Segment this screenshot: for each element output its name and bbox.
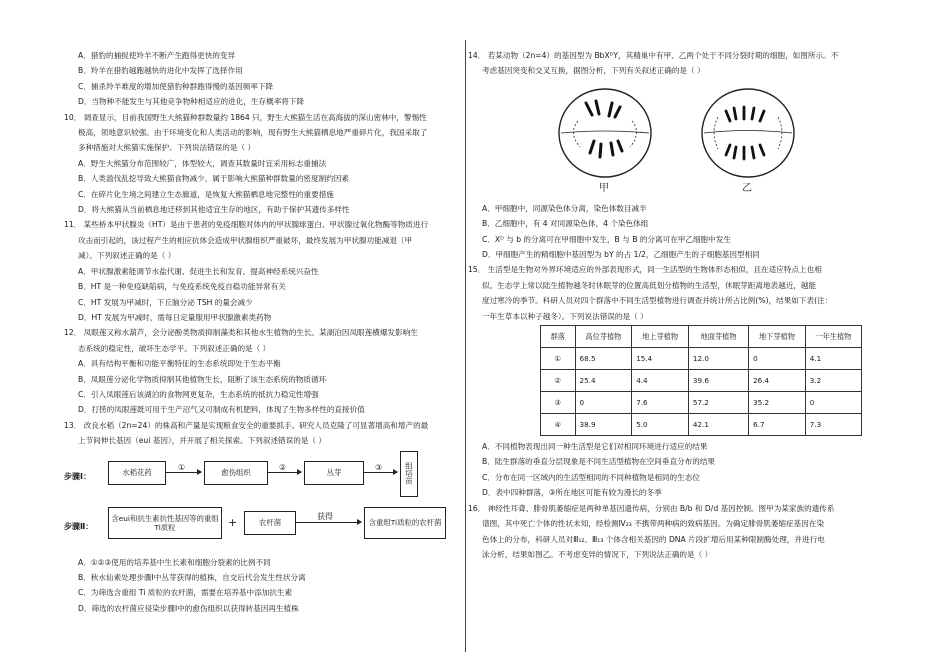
question-line: 15． 生活型是生物对外界环境适应的外部表现形式，同一生活型的生物体形态相似，且在适应特点上也相 — [468, 265, 822, 275]
box-plasmid: 含eui和抗生素抗性基因等的重组Ti质粒 — [108, 507, 222, 539]
table-cell-value: 42.1 — [688, 414, 748, 436]
table-cell-value: 7.6 — [632, 392, 689, 414]
box-plantlet: 组培苗 — [400, 451, 418, 497]
option-line: D．将大熊猫从当前栖息地迁移到其他适宜生存的地区，有助于保护其遗传多样性 — [78, 205, 350, 215]
option-line: A．不同植物表现出同一种生活型是它们对相同环境进行适应的结果 — [482, 442, 708, 452]
right-top-text — [468, 48, 862, 79]
table-cell-value: 57.2 — [688, 392, 748, 414]
option-line: B．陆生群落的垂直分层现象是不同生活型植物在空间垂直分布的结果 — [482, 457, 716, 467]
step1-label: 步骤Ⅰ： — [64, 471, 91, 481]
question-line: 12． 凤眼莲又称水葫芦，会分泌酚类物质抑制藻类和其他水生植物的生长。某湖泊因凤眼莲横爆发影响生 — [64, 328, 418, 338]
table-row — [541, 348, 862, 370]
table-row — [541, 414, 862, 436]
th-community: 群落 — [541, 326, 576, 348]
option-line: D．HT 发展为甲减时，需每日定量服用甲状腺激素类药物 — [78, 312, 272, 322]
left-bottom-text — [64, 555, 460, 617]
obtain-label: 获得 — [317, 511, 333, 521]
table-cell-value: 5.0 — [632, 414, 689, 436]
table-cell-value: 6.7 — [749, 414, 806, 436]
step-marker-2: ② — [279, 462, 287, 472]
question-line: 14． 若某动物（2n=4）的基因型为 BbXᴰY，其精巢中有甲、乙两个处于不同分裂时期的细胞，如图所示。不 — [468, 51, 839, 60]
option-line: D．打捞的凤眼莲既可用于生产沼气又可制成有机肥料，体现了生物多样性的直接价值 — [78, 405, 365, 415]
th-therophyte: 一年生植物 — [805, 326, 861, 348]
option-line: C．Xᴰ 与 b 的分离可在甲细胞中发生，B 与 B 的分离可在甲乙细胞中发生 — [482, 234, 731, 244]
option-line: A．①②③使用的培养基中生长素和细胞分裂素的比例不同 — [78, 557, 271, 567]
option-line: C．为筛选含重组 Ti 质粒的农杆菌，需要在培养基中添加抗生素 — [78, 588, 293, 598]
cell-a — [559, 89, 651, 177]
option-line: D．甲细胞产生的精细胞中基因型为 bY 的占 1/2，乙细胞产生的子细胞基因型相同 — [482, 250, 760, 260]
option-line: B．羚羊在猎豹越跑越快的进化中发挥了选择作用 — [78, 66, 243, 76]
step2-label: 步骤Ⅱ： — [64, 521, 94, 531]
table-row — [541, 370, 862, 392]
step-marker-1: ① — [178, 462, 186, 472]
table-cell-value: 0 — [575, 392, 632, 414]
th-geophyte: 地下芽植物 — [749, 326, 806, 348]
option-line: C．引入凤眼莲后该湖泊的食物网更复杂，生态系统的抵抗力稳定性增强 — [78, 389, 319, 399]
option-line: B．凤眼莲分泌化学物质抑制其他植物生长，阻断了该生态系统的物质循环 — [78, 374, 327, 384]
table-cell-value: 15.4 — [632, 348, 689, 370]
option-line: B．人类滥伐乱挖导致大熊猫食物减少，属于影响大熊猫种群数量的密度制约因素 — [78, 174, 349, 184]
cell-b — [702, 89, 794, 177]
left-column — [64, 48, 460, 616]
table-cell-value: 38.9 — [575, 414, 632, 436]
option-line: D．当物种不能发生与其他竞争物种相适应的进化，生存概率将下降 — [78, 97, 305, 107]
text-line: 谱图，其中死亡个体的性状未知，经检测Ⅳ₂₃ 不携带两种病的致病基因。为确定腓骨肌萎缩症基因在染 — [482, 519, 825, 529]
cell-a-label: 甲 — [599, 182, 609, 194]
text-line: 态系统的稳定性，破坏生态学平。下列叙述正确的是（ ） — [78, 343, 271, 353]
option-line: A．甲状腺激素能调节水盐代谢、促进生长和发育、提高神经系统兴奋性 — [78, 266, 319, 276]
option-line: D．筛选的农杆菌应侵染步骤Ⅰ中的愈伤组织以获得转基因再生植株 — [78, 603, 299, 613]
text-line: 度过寒冷的季节。科研人员对四个群落中不同生活型植物进行调查并统计所占比例(%)，结果如下表(注： — [482, 296, 833, 306]
text-line: 色体上的分布，科研人员对Ⅲ₁₂、Ⅲ₁₃ 个体含相关基因的 DNA 片段扩增后用某种限制酶处理，并进行电 — [482, 534, 825, 544]
option-line: A．猎豹的捕捉使羚羊不断产生跑得更快的变异 — [78, 51, 236, 60]
th-chamaephyte: 地上芽植物 — [632, 326, 689, 348]
option-line: B．乙细胞中，有 4 对同源染色体，4 个染色体组 — [482, 219, 649, 229]
option-line: C．捕杀羚羊难度的增加使猎豹种群跑得慢的基因频率下降 — [78, 81, 274, 91]
box-callus: 愈伤组织 — [204, 461, 268, 485]
table-cell-value: 4.1 — [805, 348, 861, 370]
text-line: 一年生草本以种子越冬）。下列说法错误的是（ ） — [482, 311, 648, 321]
text-line: 似。生态学上常以陆生植物越冬时休眠芽的位置高低划分植物的生活型，休眠芽距离地表越近，越能 — [482, 280, 817, 290]
right-mid-text — [468, 201, 862, 324]
column-divider — [465, 40, 466, 652]
table-cell-community: ① — [541, 348, 576, 370]
table-cell-community: ④ — [541, 414, 576, 436]
table-cell-value: 12.0 — [688, 348, 748, 370]
box-agro-result: 含重组Ti质粒的农杆菌 — [364, 507, 446, 539]
box-cluster: 丛芽 — [304, 461, 364, 485]
option-line: D．表中四种群落，③所在地区可能有较为漫长的冬季 — [482, 488, 662, 498]
text-line: 极高，领地意识较强。由于环境变化和人类活动的影响，现有野生大熊猫栖息地严重碎片化，我国采取了 — [78, 128, 428, 138]
table-header-row — [541, 326, 862, 348]
text-line: 泳分析，结果如图乙。不考虑变异的情况下，下列说法正确的是（ ） — [482, 549, 713, 559]
table-cell-value: 3.2 — [805, 370, 861, 392]
text-line: 考虑基因突变和交叉互换，据图分析，下列有关叙述正确的是（ ） — [482, 66, 705, 76]
table-cell-community: ③ — [541, 392, 576, 414]
table-cell-value: 0 — [805, 392, 861, 414]
table-cell-value: 35.2 — [749, 392, 806, 414]
option-line: C．HT 发展为甲减时，下丘脑分泌 TSH 的量会减少 — [78, 297, 253, 307]
option-line: C．分布在同一区域内的生活型相同的不同种植物是相同的生态位 — [482, 472, 700, 482]
box-pollen: 水稻花药 — [108, 461, 166, 485]
table-cell-value: 7.3 — [805, 414, 861, 436]
step-marker-3: ③ — [375, 462, 383, 472]
text-line: 攻击而引起的，该过程产生的相应抗体会造成甲状腺组织严重破坏，最终发展为甲状腺功能减退（甲 — [78, 235, 413, 245]
option-line: B．秋水仙素处理步骤Ⅰ中丛芽获得的植株，自交后代会发生性状分离 — [78, 572, 306, 582]
option-line: A．具有结构平衡和功能平衡特征的生态系统即处于生态平衡 — [78, 359, 281, 369]
option-line: C．在碎片化生境之间建立生态廊道，是恢复大熊猫栖息地完整性的重要措施 — [78, 189, 334, 199]
th-hemicryptophyte: 地面芽植物 — [688, 326, 748, 348]
box-agro: 农杆菌 — [244, 511, 296, 535]
table-cell-value: 68.5 — [575, 348, 632, 370]
question-line: 13． 改良水稻（2n=24）的株高和产量是实现粮食安全的重要抓手。研究人员克隆了可显著增高和增产的最 — [64, 420, 429, 430]
text-line: 上节间伸长基因（eui 基因），并开展了相关探索。下列叙述错误的是（ ） — [78, 436, 327, 446]
plus-sign: + — [228, 515, 238, 529]
right-bottom-text — [468, 439, 862, 562]
question-line: 10． 调查显示，目前我国野生大熊猫种群数量约 1864 只，野生大熊猫生活在高海拔的深山密林中，警惕性 — [64, 112, 427, 122]
option-line: B．HT 是一种免疫缺陷病，与免疫系统免疫自稳功能异常有关 — [78, 282, 286, 292]
text-line: 减）。下列叙述正确的是（ ） — [78, 251, 176, 261]
th-phanerophyte: 高位芽植物 — [575, 326, 632, 348]
question-line: 16． 神经性耳聋、腓骨肌萎缩症是两种单基因遗传病，分别由 B/b 和 D/d 基因控制。图甲为某家族的遗传系 — [468, 503, 835, 513]
q15-community-table — [540, 325, 862, 436]
text-line: 多种措施对大熊猫实施保护。下列说法错误的是（ ） — [78, 143, 256, 153]
q13-flow-diagram — [64, 451, 460, 551]
table-cell-value: 39.6 — [688, 370, 748, 392]
left-top-text — [64, 48, 460, 449]
q14-cell-figure — [468, 81, 862, 199]
table-cell-community: ② — [541, 370, 576, 392]
table-cell-value: 4.4 — [632, 370, 689, 392]
table-cell-value: 25.4 — [575, 370, 632, 392]
table-row — [541, 392, 862, 414]
option-line: A．甲细胞中，同源染色体分离，染色体数目减半 — [482, 203, 647, 213]
right-column — [468, 48, 862, 562]
question-line: 11． 某些桥本甲状腺炎（HT）是由于患者的免疫细胞对体内的甲状腺球蛋白、甲状腺过氧化物酶等物质进行 — [64, 220, 429, 230]
table-cell-value: 26.4 — [749, 370, 806, 392]
cell-diagrams — [468, 81, 862, 199]
table-cell-value: 0 — [749, 348, 806, 370]
cell-b-label: 乙 — [742, 182, 752, 194]
option-line: A．野生大熊猫分布范围较广，体型较大，调查其数量时宜采用标志重捕法 — [78, 158, 327, 168]
